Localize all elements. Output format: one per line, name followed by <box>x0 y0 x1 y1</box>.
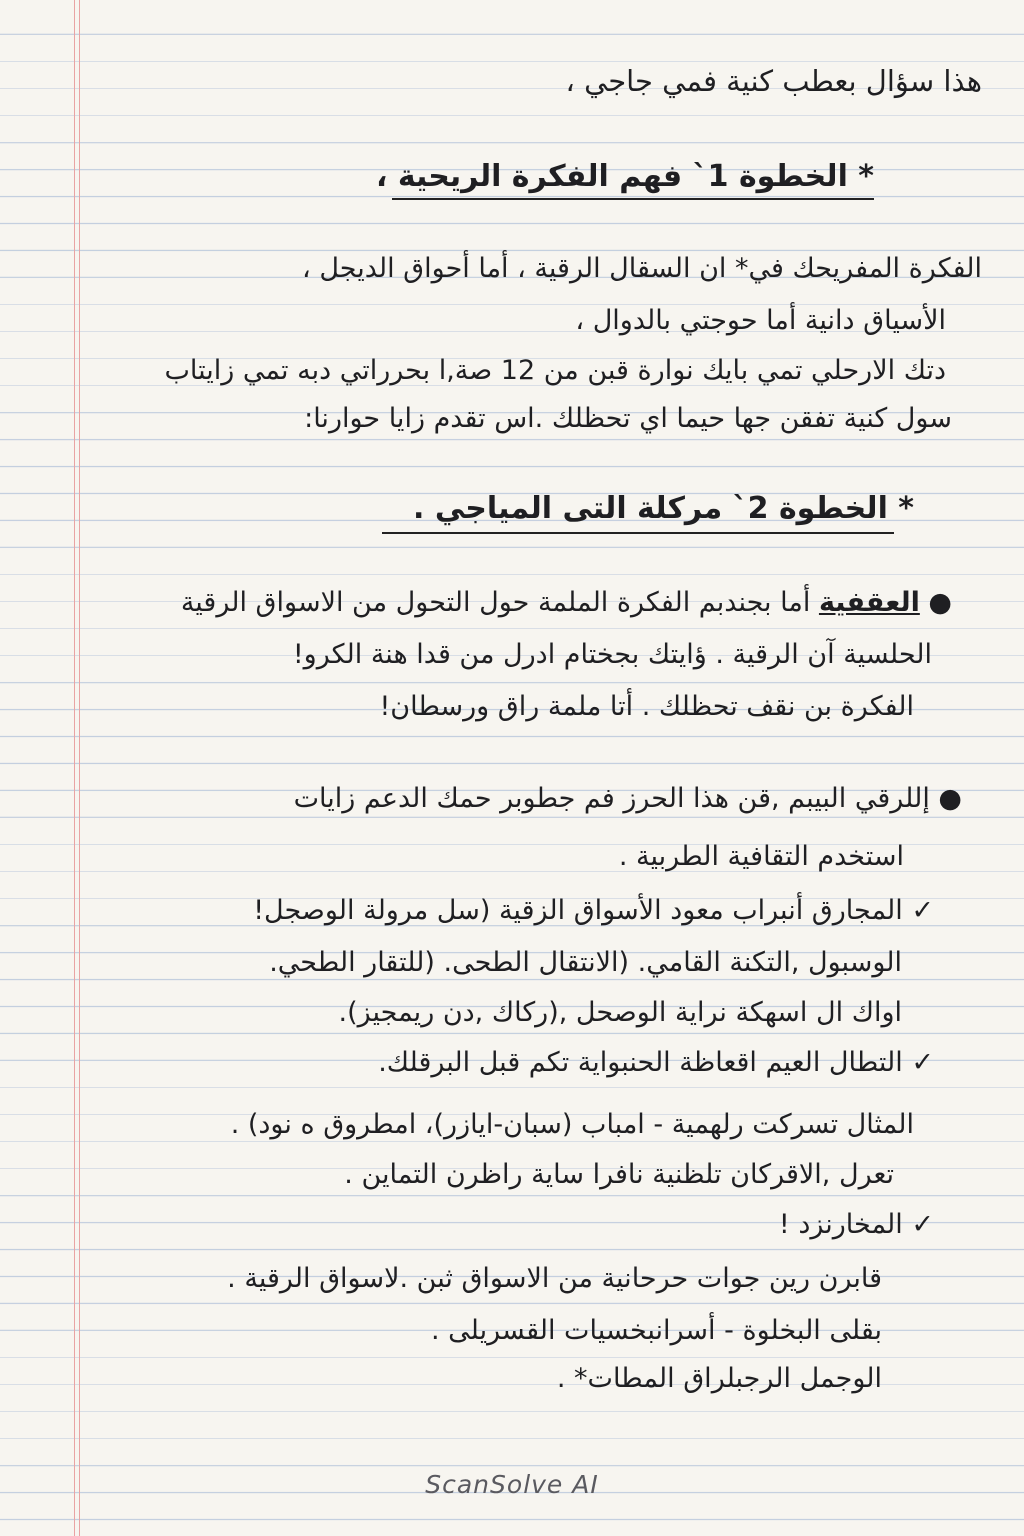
step1-line-1: الفكرة المفريحك في* ان السقال الرقية ، أما أحواق الديجل ، <box>302 253 982 284</box>
footer-watermark: ScanSolve AI <box>425 1470 599 1499</box>
check3-line-2: قابرن رين جوات حرحانية من الاسواق ثبن .لاسواق الرقية . <box>227 1263 882 1294</box>
check1-line-2: الوسبول ,التكنة القامي. (الانتقال الطحى. (للتقار الطحي. <box>269 947 902 978</box>
bullet-dot: ● <box>929 783 962 814</box>
step2-underline <box>382 532 894 534</box>
step1-line-2: الأسياق دانية أما حوجتي بالدوال ، <box>575 305 946 336</box>
check1-line-3: اواك ال اسهكة نراية الوصحل ,(ركاك ,دن ريمجيز). <box>338 997 902 1028</box>
bullet1-line-3: الفكرة بن نقف تحظلك . أتا ملمة راق ورسطان! <box>379 691 914 722</box>
bullet2-line-2: استخدم التقافية الطربية . <box>618 841 904 872</box>
check3-line-3: بقلى البخلوة - أسرانبخسيات القسريلى . <box>430 1315 882 1346</box>
question-line: هذا سؤال بعطب كنية فمي جاجي ، <box>565 64 982 98</box>
bullet1-line-2: الحلسية آن الرقية . ؤايتك بجختام ادرل من قدا هنة الكرو! <box>292 639 932 670</box>
step2-heading: * الخطوة 2` مركلة التى المياجي . <box>413 491 914 526</box>
check1-line-1: ✓ المجارق أنبراب معود الأسواق الزقية (سل مرولة الوصجل! <box>253 895 934 926</box>
step1-line-4: سول كنية تفقن جها حيما اي تحظلك .اس تقدم زايا حوارنا: <box>304 403 952 434</box>
bullet1-keyword: العقفية <box>818 587 920 618</box>
step1-underline <box>392 198 874 200</box>
step1-line-3: دتك الارحلي تمي بايك نوارة قبن من 12 صة,ا بحرراتي دبه تمي زايتاب <box>164 355 946 386</box>
bullet2-line-1 <box>294 780 962 818</box>
check2-line-3: تعرل ,الاقركان تلظنية نافرا ساية راظرن التماين . <box>344 1159 894 1190</box>
check2-line-1: ✓ التطال العيم اقعاظة الحنبواية تكم قبل البرقلك. <box>378 1047 934 1078</box>
bullet2-text: إللرقي البيبم ,قن هذا الحرز فم جطوبر حمك الدعم زايات <box>293 783 930 814</box>
step1-heading: * الخطوة 1` فهم الفكرة الريحية ، <box>375 159 874 194</box>
margin-line <box>79 0 80 1536</box>
bullet1-line-1 <box>181 584 952 622</box>
check3-line-4: الوجمل الرجبلراق المطات* . <box>556 1363 882 1394</box>
check3-line-1: ✓ المخارنزد ! <box>778 1209 934 1240</box>
check2-line-2: المثال تسركت رلهمية - امباب (سبان-ايازر)، امطروق ه نود) . <box>230 1109 914 1140</box>
bullet-dot: ● <box>919 587 952 618</box>
margin-line <box>74 0 75 1536</box>
bullet1-text: أما بجندبم الفكرة الملمة حول التحول من الاسواق الرقية <box>180 587 811 618</box>
